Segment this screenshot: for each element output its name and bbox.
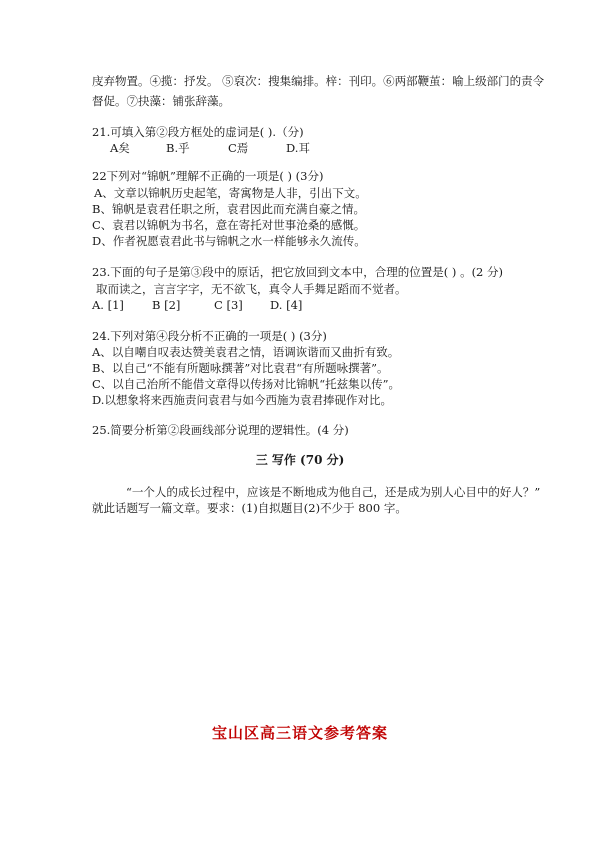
question-21-options (110, 141, 310, 155)
option-c: C [3] (214, 298, 243, 312)
question-22-option-c: C、袁君以锦帆为书名，意在寄托对世事沧桑的感慨。 (92, 218, 366, 232)
question-24-option-d: D.以想象将来西施责问袁君与如今西施为袁君捧砚作对比。 (92, 393, 392, 407)
question-24-option-b: B、以自己“不能有所题咏撰著”对比袁君“有所题咏撰著”。 (92, 361, 389, 375)
question-24-option-a: A、以自嘲自叹表达赞美袁君之情，语调诙谐而又曲折有致。 (92, 345, 400, 359)
question-24-stem: 24.下列对第④段分析不正确的一项是( ) (3分) (92, 329, 327, 343)
question-23-options (92, 298, 302, 312)
question-23-quote: 取而读之，言言字字，无不欲飞，真令人手舞足蹈而不觉者。 (96, 282, 407, 296)
option-d: D.耳 (286, 141, 310, 155)
question-22-option-b: B、锦帆是袁君任职之所，袁君因此而充满自豪之情。 (92, 202, 365, 216)
writing-prompt-line-2: 就此话题写一篇文章。要求：(1)自拟题目(2)不少于 800 字。 (92, 501, 407, 515)
option-b: B.乎 (166, 141, 190, 155)
writing-section-title: 三 写作 (70 分) (255, 453, 345, 467)
question-23-stem: 23.下面的句子是第③段中的原话，把它放回到文本中，合理的位置是( ) 。(2 分) (92, 265, 504, 279)
answer-key-title: 宝山区高三语文参考答案 (211, 724, 388, 742)
annotation-line-2: 督促。⑦抉藻：铺张辞藻。 (92, 94, 230, 108)
option-b: B [2] (152, 298, 181, 312)
question-24-option-c: C、以自己治所不能借文章得以传扬对比锦帆“托兹集以传”。 (92, 377, 401, 391)
option-d: D. [4] (270, 298, 303, 312)
question-21-stem: 21.可填入第②段方框处的虚词是( ).（分) (92, 125, 304, 139)
annotation-line-1: 庋弃物置。④揽：抒发。 ⑤裒次：搜集编排。梓：刊印。⑥两部鞭茧：喻上级部门的责令 (92, 74, 545, 88)
question-22-option-d: D、作者祝愿袁君此书与锦帆之水一样能够永久流传。 (92, 234, 366, 248)
option-c: C焉 (228, 141, 249, 155)
question-22-stem: 22下列对“锦帆”理解不正确的一项是( ) (3分) (92, 169, 324, 183)
option-a: A矣 (110, 141, 130, 155)
question-25-stem: 25.简要分析第②段画线部分说理的逻辑性。(4 分) (92, 423, 349, 437)
writing-prompt-line-1: “一个人的成长过程中，应该是不断地成为他自己，还是成为别人心目中的好人？” (126, 485, 541, 499)
option-a: A. [1] (92, 298, 124, 312)
question-22-option-a: A、文章以锦帆历史起笔，寄寓物是人非，引出下文。 (94, 186, 367, 200)
